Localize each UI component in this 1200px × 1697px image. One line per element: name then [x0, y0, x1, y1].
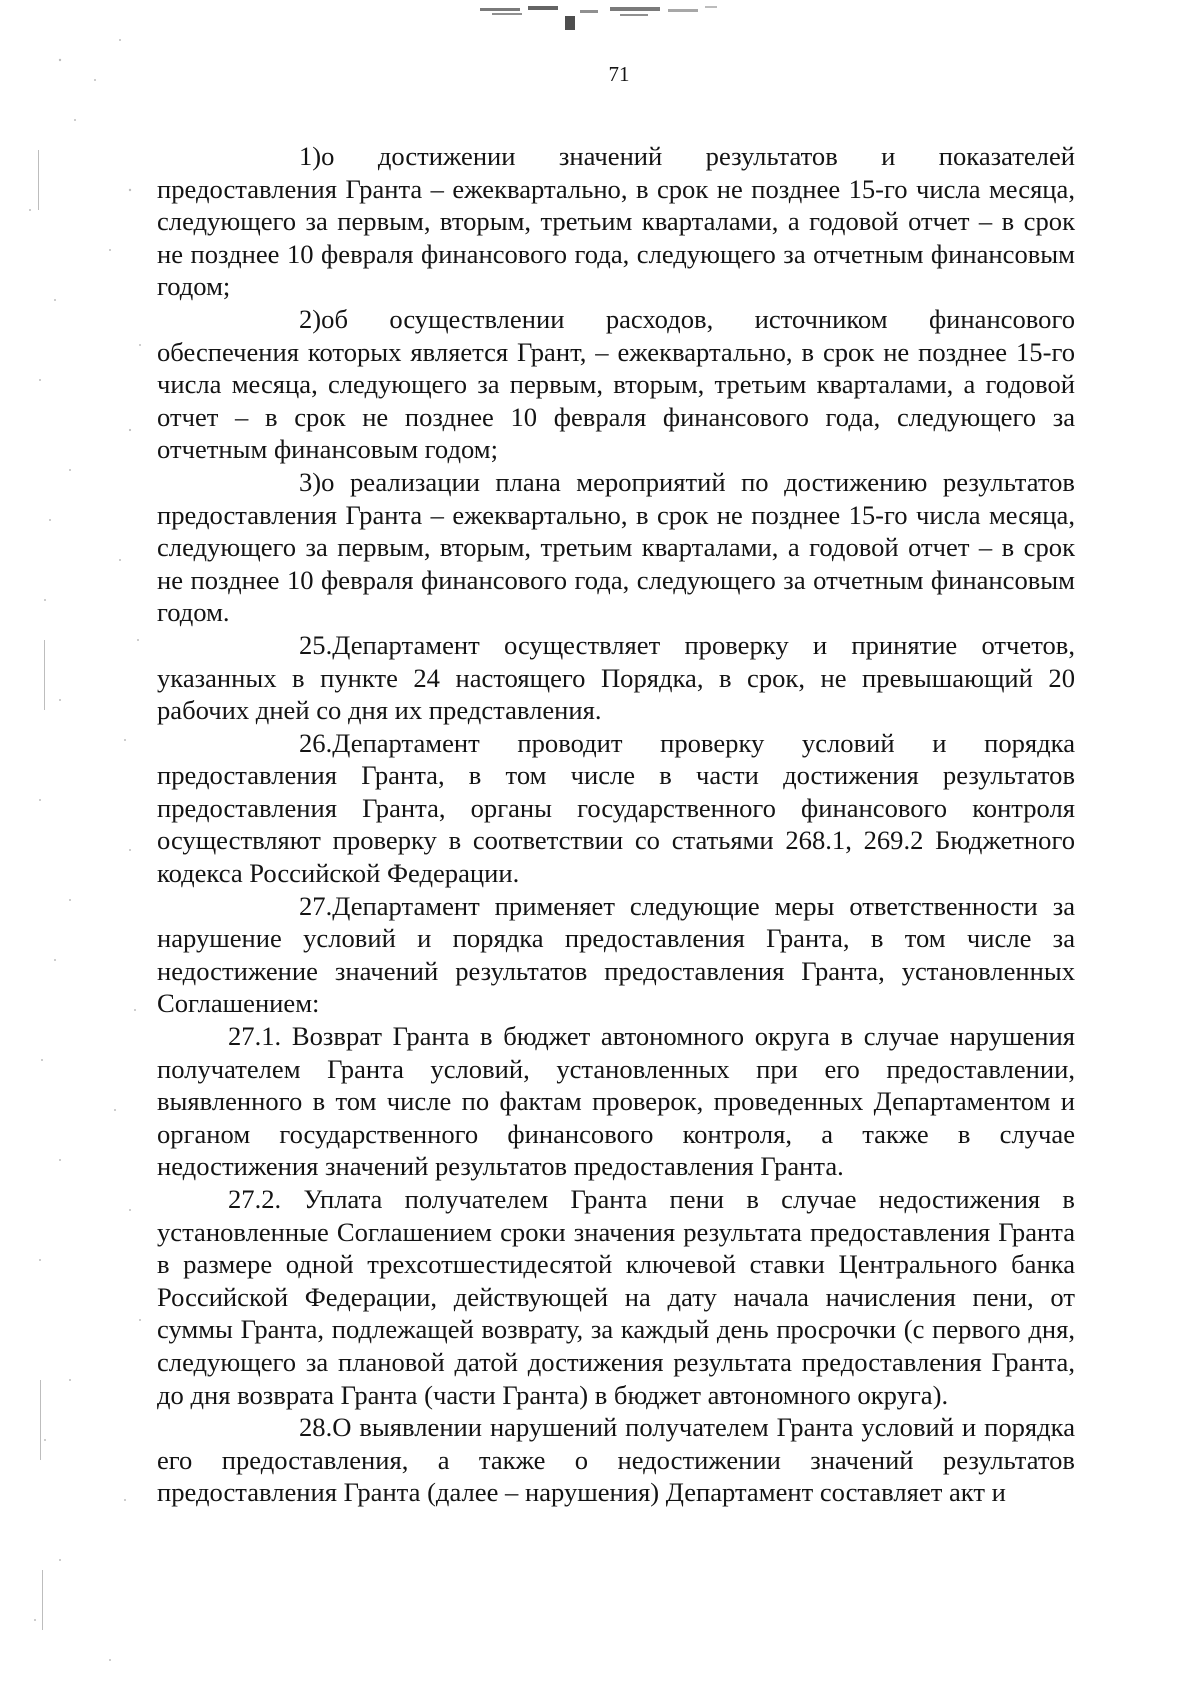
paragraph-text: Возврат Гранта в бюджет автономного округа в случае нарушения получателем Гранта условий, установленных при его предоставлении, выявленного в том числе по фактам проверок, проведенных Департаментом и органом государственного финансового контроля, а также в случае недостижения значений результатов предоставления Гранта.: [157, 1021, 1075, 1182]
clause-paragraph: [157, 1020, 1075, 1183]
clause-paragraph: [157, 727, 1075, 890]
paragraph-text: о реализации плана мероприятий по достижению результатов предоставления Гранта – ежеквартально, в срок не позднее 15-го числа месяца, следующего за первым, вторым, третьим кварталами, а годовой отчет – в срок не позднее 10 февраля финансового года, следующего за отчетным финансовым годом.: [157, 466, 1075, 628]
paragraph-text: Департамент осуществляет проверку и принятие отчетов, указанных в пункте 24 настоящего Порядка, в срок, не превышающий 20 рабочих дней со дня их представления.: [157, 629, 1075, 726]
paragraph-text: О выявлении нарушений получателем Гранта условий и порядка его предоставления, а также о недостижении значений результатов предоставления Гранта (далее – нарушения) Департамент составляет акт и: [157, 1412, 1075, 1508]
clause-paragraph: [157, 629, 1075, 727]
clause-number: 27.: [299, 890, 333, 921]
paragraph-text: Уплата получателем Гранта пени в случае недостижения в установленные Соглашением сроки значения результата предоставления Гранта в размере одной трехсотшестидесятой ключевой ставки Центрального банка Российской Федерации, действующей на дату начала начисления пени, от суммы Гранта, подлежащей возврату, за каждый день просрочки (с первого дня, следующего за плановой датой достижения результата предоставления Гранта, до дня возврата Гранта (части Гранта) в бюджет автономного округа).: [157, 1184, 1075, 1410]
clause-paragraph: [157, 890, 1075, 1020]
paragraph-text: Департамент проводит проверку условий и порядка предоставления Гранта, в том числе в части достижения результатов предоставления Гранта, органы государственного финансового контроля осуществляют проверку в соответствии со статьями 268.1, 269.2 Бюджетного кодекса Российской Федерации.: [157, 727, 1075, 889]
item-number: 1): [299, 141, 322, 171]
scan-artifact-top: [470, 2, 750, 32]
paragraph-text: об осуществлении расходов, источником финансового обеспечения которых является Грант, – ежеквартально, в срок не позднее 15-го числа месяца, следующего за первым, вторым, третьим кварталами, а годовой отчет – в срок не позднее 10 февраля финансового года, следующего за отчетным финансовым годом;: [157, 303, 1075, 465]
item-number: 2): [299, 303, 322, 334]
clause-paragraph: [157, 1183, 1075, 1411]
scan-artifact-left-margin: [0, 0, 150, 1697]
paragraph-text: о достижении значений результатов и показателей предоставления Гранта – ежеквартально, в срок не позднее 15-го числа месяца, следующего за первым, вторым, третьим кварталами, а годовой отчет – в срок не позднее 10 февраля финансового года, следующего за отчетным финансовым годом;: [157, 141, 1075, 302]
item-number: 3): [299, 466, 322, 497]
clause-number: 27.1.: [228, 1021, 282, 1052]
list-item: [157, 303, 1075, 466]
list-item: [157, 466, 1075, 629]
page-number: 71: [608, 62, 630, 86]
clause-paragraph: [157, 1411, 1075, 1509]
clause-number: 26.: [299, 727, 333, 758]
clause-number: 27.2.: [228, 1184, 282, 1214]
paragraph-text: Департамент применяет следующие меры ответственности за нарушение условий и порядка предоставления Гранта, в том числе за недостижение значений результатов предоставления Гранта, установленных Соглашением:: [157, 890, 1075, 1019]
list-item: [157, 140, 1075, 303]
clause-number: 28.: [299, 1412, 333, 1443]
clause-number: 25.: [299, 629, 333, 660]
document-body: [157, 140, 1075, 1509]
